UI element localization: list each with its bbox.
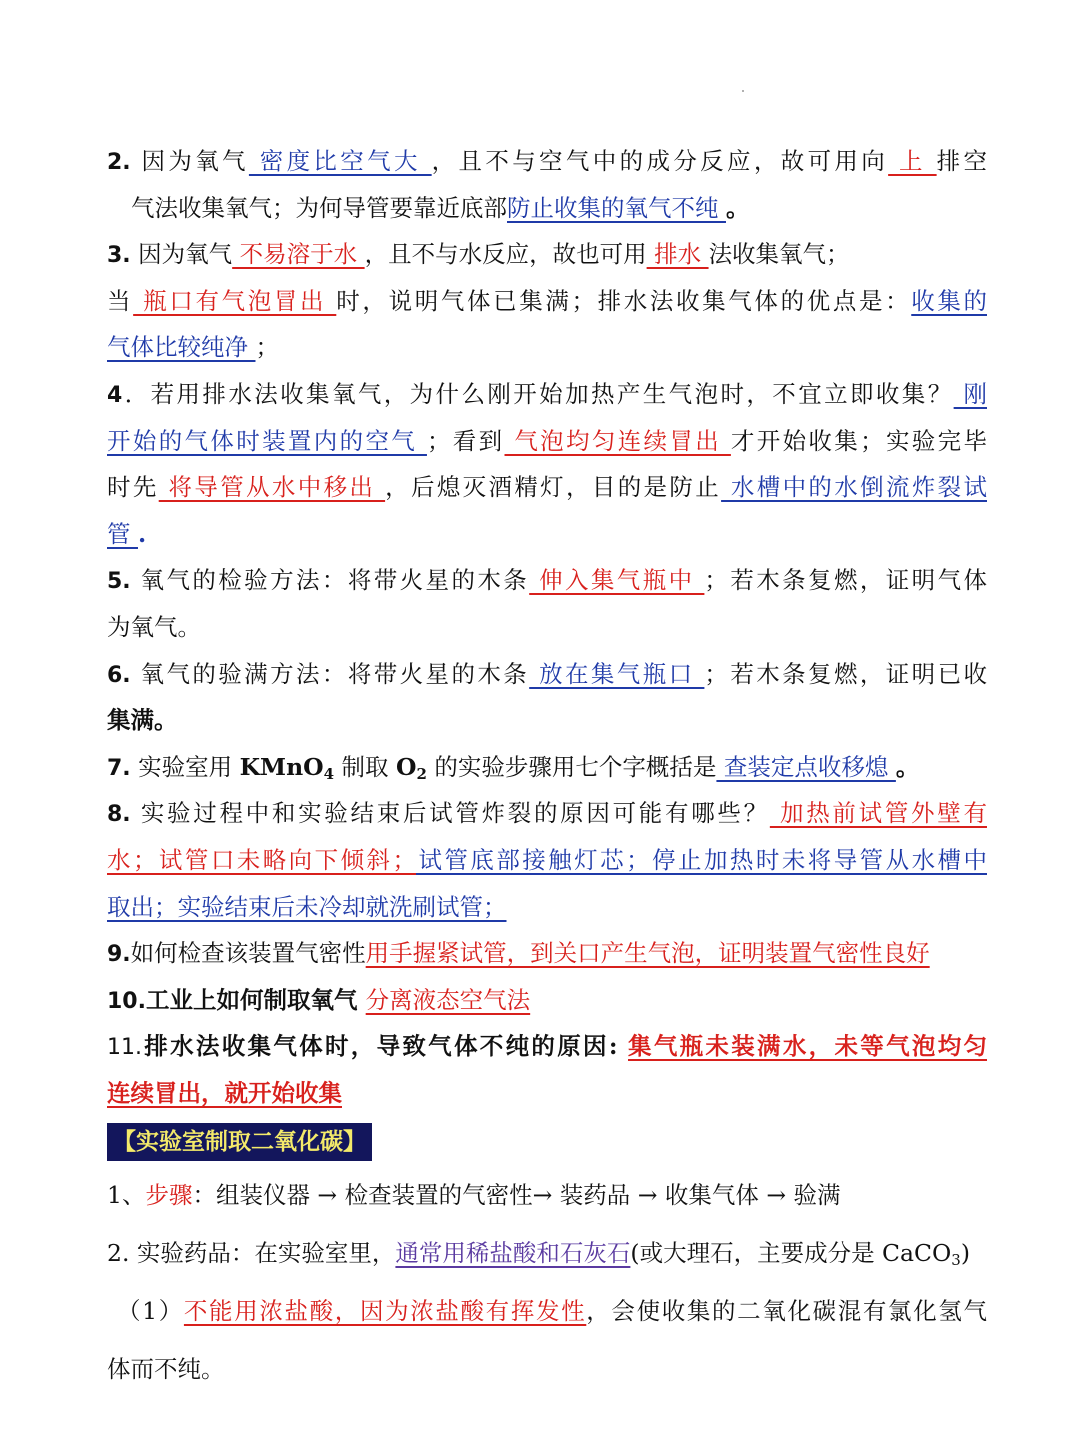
q7-line-1: 7. 实验室用 KMnO$_4$ 制取 $O_2$ 的实验步骤用七个字概括是 查装定点收移熄 。	[107, 752, 920, 783]
q2-answer-2: 上	[888, 147, 937, 175]
q8-answer-4: 取出；实验结束后未冷却就洗刷试管；	[107, 892, 507, 921]
q11-answer-1: 集气瓶未装满水，未等气泡均匀	[628, 1032, 987, 1061]
q10-line-1: 10.工业上如何制取氧气 分离液态空气法	[107, 985, 531, 1014]
q5-answer-1: 伸入集气瓶中	[529, 566, 705, 595]
q3-answer-3: 瓶口有气泡冒出	[133, 286, 337, 315]
q6-answer-1: 放在集气瓶口	[529, 659, 705, 688]
q3-answer-4a: 收集的	[911, 286, 987, 315]
q9-line-1: 9.如何检查该装置气密性用手握紧试管，到关口产生气泡，证明装置气密性良好	[107, 939, 930, 968]
q11-answer-2: 连续冒出，就开始收集	[107, 1078, 342, 1107]
q4-line-3: 时先 将导管从水中移出 ，后熄灭酒精灯，目的是防止 水槽中的水倒流炸裂试	[107, 473, 987, 502]
note1-line-2: 体而不纯。	[107, 1355, 225, 1384]
q2-answer-1: 密度比空气大	[248, 147, 432, 175]
q2-line-2: 气法收集氧气；为何导管要靠近底部防止收集的氧气不纯 。	[131, 193, 750, 222]
q4-answer-2: 气泡均匀连续冒出	[504, 426, 731, 455]
q2-line-1: 2. 因为氧气 密度比空气大 ，且不与空气中的成分反应，故可用向 上 排空	[107, 147, 987, 175]
q4-line-1: 4．若用排水法收集氧气，为什么刚开始加热产生气泡时，不宜立即收集？ 刚	[107, 379, 987, 408]
q3-line-3: 气体比较纯净 ；	[107, 333, 279, 362]
q4-answer-3: 将导管从水中移出	[158, 473, 386, 502]
q2-answer-3: 防止收集的氧气不纯	[507, 193, 726, 222]
q7-answer-1: 查装定点收移熄	[716, 752, 896, 781]
q5-line-2: 为氧气。	[107, 612, 201, 641]
q3-answer-1: 不易溶于水	[232, 240, 365, 269]
q4-answer-4b: 管	[107, 519, 138, 548]
q4-line-4: 管 .	[107, 519, 147, 548]
q4-answer-1b: 开始的气体时装置内的空气	[107, 426, 427, 455]
q9-answer-1: 用手握紧试管，到关口产生气泡，证明装置气密性良好	[365, 939, 930, 968]
step1-label: 步骤	[145, 1181, 193, 1210]
document-content	[107, 138, 987, 1398]
note1-line-1: （1）不能用浓盐酸，因为浓盐酸有挥发性，会使收集的二氧化碳混有氯化氢气	[117, 1297, 987, 1326]
page-speck	[742, 90, 744, 92]
section-header-row	[107, 1116, 987, 1166]
q8-answer-1: 加热前试管外壁有	[769, 799, 987, 828]
q3-line-1: 3. 因为氧气 不易溶于水 ，且不与水反应，故也可用 排水 法收集氧气；	[107, 240, 850, 269]
q8-answer-2: 水；试管口未略向下倾斜；	[107, 845, 416, 874]
q5-line-1: 5. 氧气的检验方法：将带火星的木条 伸入集气瓶中 ；若木条复燃，证明气体	[107, 566, 987, 595]
q8-line-3	[107, 884, 987, 931]
q8-line-1: 8. 实验过程中和实验结束后试管炸裂的原因可能有哪些？ 加热前试管外壁有	[107, 799, 987, 828]
q3-answer-2: 排水	[646, 240, 709, 269]
q4-answer-1a: 刚	[953, 379, 987, 408]
q6-line-2: 集满。	[107, 706, 178, 735]
q11-line-2	[107, 1070, 987, 1117]
step1-line: 1、步骤：组装仪器 → 检查装置的气密性→ 装药品 → 收集气体 → 验满	[107, 1181, 841, 1210]
q3-line-2: 当 瓶口有气泡冒出 时，说明气体已集满；排水法收集气体的优点是：收集的	[107, 286, 987, 315]
q10-answer-1: 分离液态空气法	[365, 985, 531, 1014]
step2-line: 2. 实验药品：在实验室里，通常用稀盐酸和石灰石(或大理石，主要成分是 CaCO$_3$)	[107, 1239, 971, 1270]
q4-line-2: 开始的气体时装置内的空气 ；看到 气泡均匀连续冒出 才开始收集；实验完毕	[107, 426, 987, 455]
step2-answer: 通常用稀盐酸和石灰石	[395, 1239, 631, 1268]
q11-line-1: 11.排水法收集气体时，导致气体不纯的原因: 集气瓶未装满水，未等气泡均匀	[107, 1032, 987, 1061]
note1-answer: 不能用浓盐酸，因为浓盐酸有挥发性	[183, 1297, 587, 1326]
q3-answer-4b: 气体比较纯净	[107, 333, 256, 362]
q6-line-1: 6. 氧气的验满方法：将带火星的木条 放在集气瓶口 ；若木条复燃，证明已收	[107, 659, 987, 688]
q4-answer-4a: 水槽中的水倒流炸裂试	[721, 473, 987, 502]
q8-line-2	[107, 837, 987, 884]
q8-answer-3: 试管底部接触灯芯；停止加热时未将导管从水槽中	[416, 845, 987, 874]
section-header: 【实验室制取二氧化碳】	[107, 1123, 372, 1161]
